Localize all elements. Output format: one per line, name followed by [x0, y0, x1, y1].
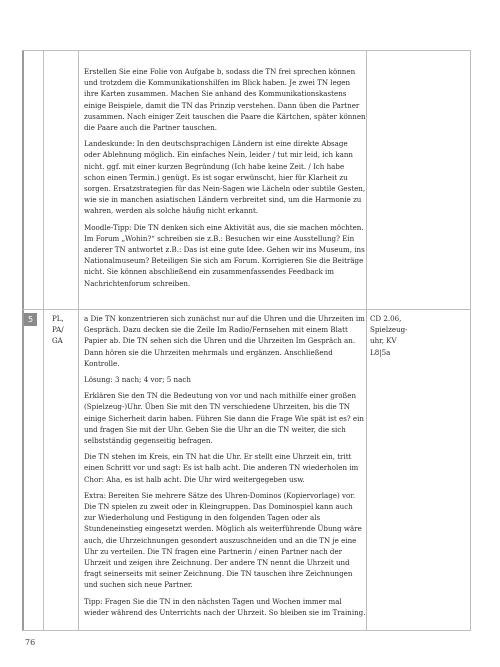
materials-line: uhr, KV — [370, 336, 397, 346]
row4-instructions — [84, 66, 366, 294]
col-divider-3 — [366, 50, 367, 631]
instruction-paragraph: Erstellen Sie eine Folie von Aufgabe b, sodass die TN frei sprechen können und trotzdem die Kommunikationshilfen im Blick haben. Je zwei TN legen ihre Karten zusammen. Machen Sie anhand des Kommunikationskastens einige Beispiele, damit die TN das Prinzip verstehen. Dann üben die Partner zusammen. Nach einiger Zeit tauschen die Paare die Kärtchen, später können die Paare auch die Partner tauschen. — [84, 67, 366, 133]
moodle-tip-paragraph: Moodle-Tipp: Die TN denken sich eine Aktivität aus, die sie machen möchten. Im Forum „Wohin?“ schreiben sie z.B.: Besuchen wir eine Ausstellung? Ein anderer TN antwortet z.B.: Das ist eine gute Idee. Gehen wir ins Museum, ins Nationalmuseum? Beteiligen Sie sich am Forum. Korrigieren Sie die Beiträge nicht. Sie können abschließend ein zusammenfassendes Feedback im Nachrichtenforum schreiben. — [84, 222, 365, 288]
landeskunde-paragraph: Landeskunde: In den deutschsprachigen Ländern ist eine direkte Absage oder Ablehnung möglich. Ein einfaches Nein, leider / tut mir leid, ich kann nicht. ggf. mit einer kurzen Begründung (Ich habe keine Zeit. / Ich habe schon einen Termin.) genügt. Es ist sogar erwünscht, hier für Klarheit zu sorgen. Ersatzstrategien für das Nein-Sagen wie Lächeln oder subtile Gesten, wie sie in manchen asiatischen Ländern verbreitet sind, um die Harmonie zu wahren, werden als solche häufig nicht erkannt. — [84, 139, 366, 216]
task-a-paragraph: a Die TN konzentrieren sich zunächst nur auf die Uhren und die Uhrzeiten im Gespräch. Dazu decken sie die Zeile Im Radio/Fernsehen mit einem Blatt Papier ab. Die TN sehen sich die Uhren und die Uhrzeiten Im Gespräch an. Dann hören sie die Uhrzeiten mehrmals und ergänzen. Anschließend Kontrolle. — [84, 314, 365, 368]
materials-line: CD 2.06, — [370, 314, 402, 323]
materials-line: L8|5a — [370, 347, 391, 357]
extra-paragraph: Extra: Bereiten Sie mehrere Sätze des Uhren-Dominos (Kopiervorlage) vor. Die TN spielen zu zweit oder in Kleingruppen. Das Dominospiel kann auch zur Wiederholung und Festigung in den folgenden Tagen oder als Stundeneinstieg eingesetzt werden. Möglich als weiterführende Übung wäre auch, die Uhrzeichnungen gesondert auszuschneiden und an die TN je eine Uhr zu verteilen. Die TN fragen eine Partnerin / einen Partner nach der Uhrzeit und zeigen ihre Zeichnung. Der andere TN nennt die Uhrzeit und fragt seinerseits mit seiner Zeichnung. Die TN tauschen ihre Zeichnungen und suchen sich neue Partner. — [84, 490, 362, 590]
social-form-cell — [52, 313, 64, 347]
table-bottom-border — [22, 630, 471, 631]
circle-game-paragraph: Die TN stehen im Kreis, ein TN hat die Uhr. Er stellt eine Uhrzeit ein, tritt einen Schritt vor und sagt: Es ist halb acht. Die anderen TN wiederholen im Chor: Aha, es ist halb acht. Die Uhr wird weitergegeben usw. — [84, 452, 359, 484]
social-form-line: PA/ — [52, 325, 64, 335]
materials-line: Spielzeug- — [370, 325, 408, 335]
tip-paragraph: Tipp: Fragen Sie die TN in den nächsten Tagen und Wochen immer mal wieder während des Unterrichts nach der Uhrzeit. So bleiben sie im Training. — [84, 596, 366, 617]
social-form-line: PL, — [52, 314, 64, 323]
row5-instructions — [84, 313, 366, 623]
table-right-border — [470, 50, 471, 631]
page-number: 76 — [25, 638, 36, 647]
social-form-line: GA — [52, 336, 63, 346]
explain-paragraph: Erklären Sie den TN die Bedeutung von vor und nach mithilfe einer großen (Spielzeug-)Uhr. Üben Sie mit den TN verschiedene Uhrzeiten, bis die TN einige Sicherheit darin haben. Führen Sie dann die Frage Wie spät ist es? ein und fragen Sie mit der Uhr. Geben Sie die Uhr an die TN weiter, die sich selbstständig gegenseitig befragen. — [84, 391, 364, 446]
col-divider-1 — [43, 50, 44, 631]
materials-cell — [370, 313, 408, 358]
row-divider — [22, 309, 471, 310]
solution-line: Lösung: 3 nach; 4 vor; 5 nach — [84, 375, 191, 385]
step-number-badge: 5 — [24, 313, 37, 326]
col-divider-2 — [78, 50, 79, 631]
table-top-border — [22, 50, 471, 51]
